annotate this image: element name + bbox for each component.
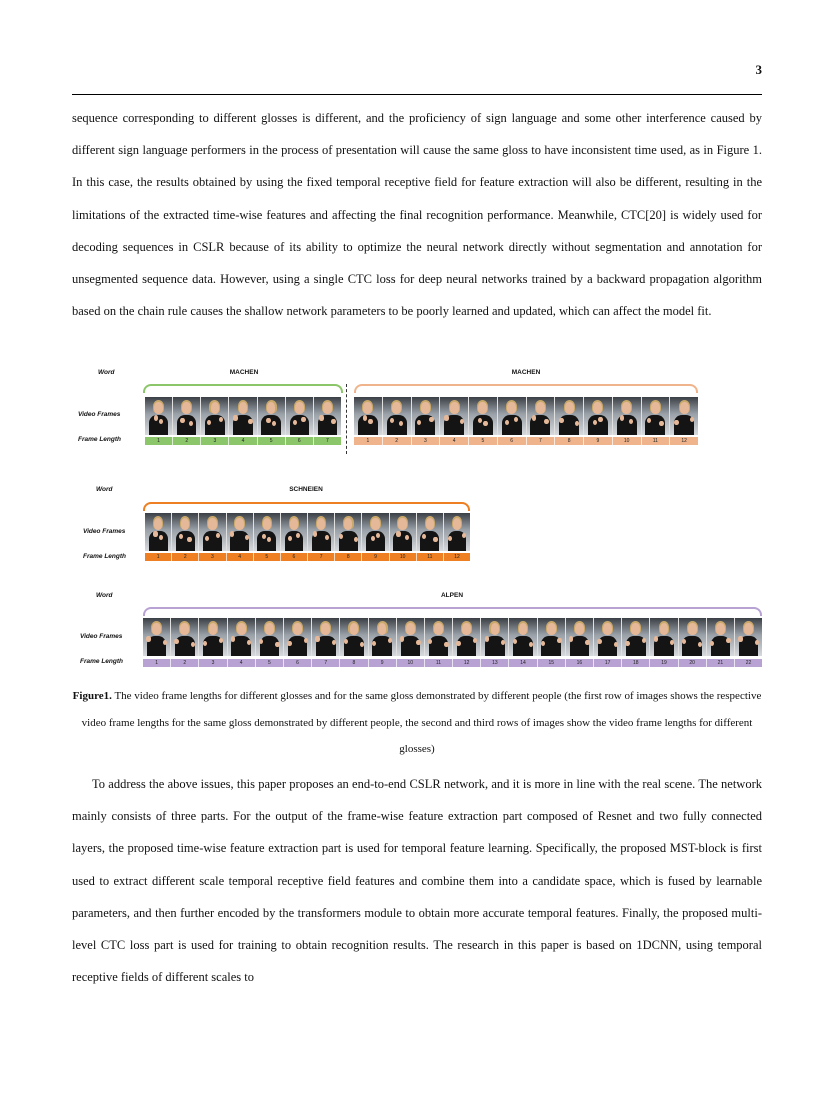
word-label: Word xyxy=(96,486,113,493)
video-strip-machen-1 xyxy=(145,397,341,435)
video-strip-machen-2 xyxy=(354,397,698,435)
frame-number: 5 xyxy=(256,659,284,667)
frame-number: 6 xyxy=(281,553,308,561)
frame-number: 2 xyxy=(172,553,199,561)
video-frame-thumbnail xyxy=(555,397,584,435)
frame-number: 4 xyxy=(228,659,256,667)
frame-length-label: Frame Length xyxy=(80,658,123,665)
frame-number: 4 xyxy=(440,437,469,445)
figure-caption xyxy=(72,683,762,763)
video-frame-thumbnail xyxy=(229,397,257,435)
video-frame-thumbnail xyxy=(390,513,417,551)
gloss-brace-machen-2 xyxy=(354,384,698,393)
frame-number: 1 xyxy=(145,437,173,445)
frame-number: 7 xyxy=(312,659,340,667)
frame-number: 3 xyxy=(412,437,441,445)
video-frame-thumbnail xyxy=(281,513,308,551)
video-frame-thumbnail xyxy=(670,397,698,435)
frame-number: 6 xyxy=(286,437,314,445)
frame-number: 19 xyxy=(650,659,678,667)
video-frame-thumbnail xyxy=(314,397,341,435)
gloss-brace-alpen xyxy=(143,607,762,616)
video-frame-thumbnail xyxy=(199,513,226,551)
video-frame-thumbnail xyxy=(340,618,368,656)
video-frame-thumbnail xyxy=(412,397,441,435)
frame-number: 5 xyxy=(258,437,286,445)
gloss-label-machen-2: MACHEN xyxy=(511,369,541,376)
caption-label: Figure1. xyxy=(72,690,112,702)
video-frame-thumbnail xyxy=(679,618,707,656)
video-frame-thumbnail xyxy=(308,513,335,551)
video-frames-label: Video Frames xyxy=(83,528,126,535)
video-frame-thumbnail xyxy=(566,618,594,656)
frame-number: 8 xyxy=(335,553,362,561)
video-frame-thumbnail xyxy=(145,513,172,551)
frame-number: 9 xyxy=(362,553,389,561)
video-frame-thumbnail xyxy=(509,618,537,656)
frame-number: 2 xyxy=(171,659,199,667)
frame-number: 6 xyxy=(498,437,527,445)
frame-number: 2 xyxy=(173,437,201,445)
video-frame-thumbnail xyxy=(173,397,201,435)
video-frame-thumbnail xyxy=(199,618,227,656)
video-frame-thumbnail xyxy=(444,513,470,551)
frame-length-label: Frame Length xyxy=(83,553,126,560)
video-frame-thumbnail xyxy=(453,618,481,656)
frame-number: 12 xyxy=(681,438,687,444)
frame-number: 18 xyxy=(622,659,650,667)
video-strip-alpen xyxy=(143,618,762,656)
frame-number: 22 xyxy=(745,660,752,666)
video-frame-thumbnail xyxy=(312,618,340,656)
video-frame-thumbnail xyxy=(584,397,613,435)
word-label: Word xyxy=(96,592,113,599)
frame-number: 11 xyxy=(642,437,671,445)
video-frame-thumbnail xyxy=(440,397,469,435)
frame-length-bar-machen-1 xyxy=(145,437,341,445)
video-frame-thumbnail xyxy=(172,513,199,551)
header-rule xyxy=(72,94,762,95)
frame-number: 1 xyxy=(354,437,383,445)
frame-number: 7 xyxy=(308,553,335,561)
video-frame-thumbnail xyxy=(335,513,362,551)
video-frame-thumbnail xyxy=(201,397,229,435)
video-frame-thumbnail xyxy=(481,618,509,656)
frame-number: 8 xyxy=(340,659,368,667)
video-strip-schneien xyxy=(145,513,470,551)
frame-number: 4 xyxy=(229,437,257,445)
video-frame-thumbnail xyxy=(284,618,312,656)
video-frame-thumbnail xyxy=(254,513,281,551)
video-frame-thumbnail xyxy=(145,397,173,435)
video-frame-thumbnail xyxy=(171,618,199,656)
video-frame-thumbnail xyxy=(369,618,397,656)
frame-number: 6 xyxy=(284,659,312,667)
gloss-label-schneien: SCHNEIEN xyxy=(289,486,323,493)
frame-number: 1 xyxy=(143,659,171,667)
frame-length-bar-schneien xyxy=(145,553,470,561)
frame-number: 4 xyxy=(227,553,254,561)
frame-number: 8 xyxy=(555,437,584,445)
gloss-label-machen-1: MACHEN xyxy=(229,369,259,376)
frame-number: 10 xyxy=(390,553,417,561)
frame-number: 12 xyxy=(453,659,481,667)
video-frame-thumbnail xyxy=(258,397,286,435)
frame-number: 3 xyxy=(199,659,227,667)
video-frame-thumbnail xyxy=(613,397,642,435)
caption-text: The video frame lengths for different glosses and for the same gloss demonstrated by different people (the first row of images shows the respective video frame lengths for the same gloss demonstrated by different people, the second and third rows of images show the video frame lengths for different glosses) xyxy=(81,690,762,755)
frame-number: 13 xyxy=(481,659,509,667)
frame-number: 3 xyxy=(201,437,229,445)
video-frame-thumbnail xyxy=(527,397,556,435)
frame-number: 17 xyxy=(594,659,622,667)
frame-number: 10 xyxy=(397,659,425,667)
video-frame-thumbnail xyxy=(256,618,284,656)
video-frame-thumbnail xyxy=(228,618,256,656)
body-paragraph-1: sequence corresponding to different glosses is different, and the proficiency of sign language and some other interference caused by different sign language performers in the process of presentation will cause the same gloss to have inconsistent time used, as in Figure 1. In this case, the results obtained by using the fixed temporal receptive field for feature extraction will also be different, resulting in the limitations of the extracted time-wise features and affecting the final recognition performance. Meanwhile, CTC[20] is widely used for decoding sequences in CSLR because of its ability to optimize the neural network directly without segmentation and annotation for unsegmented sequence data. However, using a single CTC loss for deep neural networks trained by a backward propagation algorithm based on the chain rule causes the shallow network parameters to be poorly learned and updated, which can affect the model fit. xyxy=(72,111,762,319)
video-frame-thumbnail xyxy=(735,618,762,656)
frame-number: 15 xyxy=(538,659,566,667)
word-label: Word xyxy=(98,369,115,376)
video-frame-thumbnail xyxy=(143,618,171,656)
frame-length-bar-machen-2 xyxy=(354,437,698,445)
video-frame-thumbnail xyxy=(469,397,498,435)
page-number: 3 xyxy=(755,62,762,77)
video-frame-thumbnail xyxy=(397,618,425,656)
video-frame-thumbnail xyxy=(642,397,671,435)
frame-number: 5 xyxy=(469,437,498,445)
video-frame-thumbnail xyxy=(425,618,453,656)
video-frames-label: Video Frames xyxy=(80,633,123,640)
frame-number: 20 xyxy=(679,659,707,667)
gloss-label-alpen: ALPEN xyxy=(440,592,464,599)
frame-number: 11 xyxy=(425,659,453,667)
video-frame-thumbnail xyxy=(354,397,383,435)
video-frame-thumbnail xyxy=(622,618,650,656)
frame-number: 1 xyxy=(145,553,172,561)
gloss-brace-machen-1 xyxy=(143,384,343,393)
video-frame-thumbnail xyxy=(362,513,389,551)
body-paragraph-2: To address the above issues, this paper proposes an end-to-end CSLR network, and it is more in line with the real scene. The network mainly consists of three parts. For the output of the frame-wise feature extraction part composed of Resnet and two fully connected layers, the proposed time-wise feature extraction part is used for temporal feature learning. Specifically, the proposed MST-block is first used to extract different scale temporal receptive field features and combine them into a candidate space, which is fused by learnable parameters, and then further encoded by the transformers module to obtain more accurate temporal features. Finally, the proposed multi-level CTC loss part is used for training to obtain recognition results. The research in this paper is based on 1DCNN, using temporal receptive fields of different scales to xyxy=(72,777,762,985)
video-frame-thumbnail xyxy=(650,618,678,656)
frame-number: 11 xyxy=(417,553,444,561)
frame-number: 9 xyxy=(584,437,613,445)
gloss-brace-schneien xyxy=(143,502,470,511)
video-frame-thumbnail xyxy=(594,618,622,656)
frame-number: 3 xyxy=(199,553,226,561)
frame-number: 14 xyxy=(509,659,537,667)
frame-number: 7 xyxy=(527,437,556,445)
video-frame-thumbnail xyxy=(383,397,412,435)
frame-number: 9 xyxy=(369,659,397,667)
signer-divider xyxy=(346,384,347,454)
frame-number: 2 xyxy=(383,437,412,445)
frame-number: 10 xyxy=(613,437,642,445)
frame-number: 12 xyxy=(454,554,460,560)
video-frames-label: Video Frames xyxy=(78,411,121,418)
video-frame-thumbnail xyxy=(227,513,254,551)
frame-number: 16 xyxy=(566,659,594,667)
frame-length-bar-alpen xyxy=(143,659,762,667)
frame-number: 5 xyxy=(254,553,281,561)
frame-number: 21 xyxy=(707,659,735,667)
frame-number: 7 xyxy=(326,438,329,444)
video-frame-thumbnail xyxy=(498,397,527,435)
video-frame-thumbnail xyxy=(417,513,444,551)
frame-length-label: Frame Length xyxy=(78,436,121,443)
video-frame-thumbnail xyxy=(707,618,735,656)
video-frame-thumbnail xyxy=(286,397,314,435)
video-frame-thumbnail xyxy=(538,618,566,656)
